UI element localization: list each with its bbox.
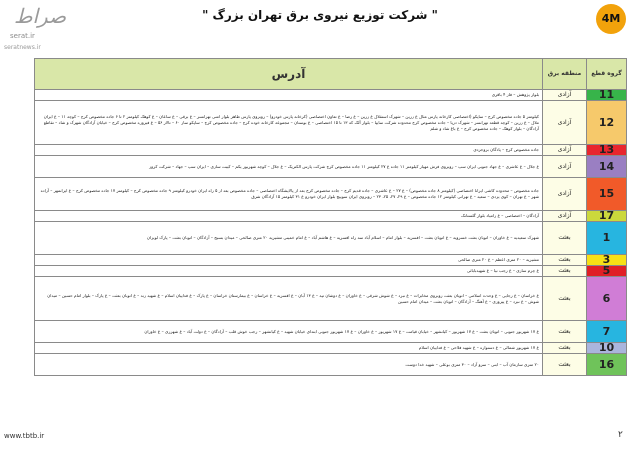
table-row <box>35 178 627 211</box>
outage-schedule-table <box>34 58 627 376</box>
table-row <box>35 145 627 156</box>
address-text: شهرک سعیدیه – ع خاوران – اتوبان بعثت خسرویه – ع اتوبان بعثت – افسریه – بلوار امام – اسلام آباد سه راه افسریه – ع هاشم آباد – ع امام خمینی مشیریه ۲۰ متری صالحی – میدان بسیج – آزادگان – اتوبان بعثت – پارک لویزان <box>35 222 543 255</box>
area-name: آزادی <box>543 90 587 101</box>
table-row <box>35 354 627 376</box>
header-area: منطقه برق <box>543 59 587 90</box>
table-header-row <box>35 59 627 90</box>
area-name: بعثت <box>543 277 587 321</box>
page-title: " شرکت توزیع نیروی برق تهران بزرگ " <box>202 8 438 22</box>
address-text: بلوار پژوهش – فاز ۴ باقری <box>35 90 543 101</box>
header-group: گروه قطع <box>587 59 627 90</box>
group-number: 14 <box>587 156 627 178</box>
footer-url: www.tbtb.ir <box>4 432 45 440</box>
area-name: آزادی <box>543 156 587 178</box>
area-name: بعثت <box>543 321 587 343</box>
address-text: ع جلال – ع عاشری – ع جهاد جنوبی ایران سپ – روبروی فرش مهیار کیلومتر ۱۱ جاده ع ۲۷ کیلومتر ۱۱ جاده مخصوص کرج شرکت پارس الکتریک – ع جلال – کوچه شهریور یکم – کیبت سازی – ایران سپ – جهاد – شرکت کروز <box>35 156 543 178</box>
group-number: 13 <box>587 145 627 156</box>
area-name: بعثت <box>543 222 587 255</box>
table-row <box>35 343 627 354</box>
table-row <box>35 222 627 255</box>
header-address: آدرس <box>35 59 543 90</box>
logo-subtext: serat.ir <box>10 32 35 40</box>
table-row <box>35 277 627 321</box>
address-text: جاده مخصوص کرج – پادگان بروجردی <box>35 145 543 156</box>
group-number: 11 <box>587 90 627 101</box>
area-name: آزادی <box>543 178 587 211</box>
address-text: آزادگان – اختصاصی – ع زامیاد بلوار گلستانک <box>35 211 543 222</box>
area-name: آزادی <box>543 101 587 145</box>
table-body <box>35 90 627 376</box>
group-number: 1 <box>587 222 627 255</box>
group-number: 16 <box>587 354 627 376</box>
group-number: 17 <box>587 211 627 222</box>
page-number: ۲ <box>618 430 623 440</box>
watermark: seratnews.ir <box>4 44 41 51</box>
table-row <box>35 255 627 266</box>
company-logo-icon: 4M <box>596 4 626 34</box>
area-name: آزادی <box>543 145 587 156</box>
area-name: آزادی <box>543 211 587 222</box>
area-name: بعثت <box>543 266 587 277</box>
group-number: 6 <box>587 277 627 321</box>
site-logo <box>8 4 118 44</box>
address-text: ع چرم سازی – ع رجب نیا – ع شهیدبابائی <box>35 266 543 277</box>
group-number: 15 <box>587 178 627 211</box>
table-row <box>35 321 627 343</box>
logo-text: صراط <box>14 4 67 28</box>
page-header <box>0 0 640 44</box>
address-text: کیلومتر ۵ جاده مخصوص کرج – ساپکو (اختصاصی کارخانه پارس مثال ع زرین – شهرک استقلال ع زرین – ع رضا – ع تعاون اختصاصی (کرخانه پارس خودرو) – روبروی پارس طاهر بلوار امنی تهرانسر – ع برقی – ع ساعان – ع کوهک کیلومتر ۲ تا ۶ جاده مخصوص کرج – کوچه ۱۱ – ع ایران ملال – ع زرین – کوچه قطعه تهرانسر – شهرک دریا – جاده مخصوص کرج محدوده شرکت سایپا – بلوار آلک که ۱۳ تا ۱۵ اختصاصی – ع بوستان – مجموعه کارخانه خوده کرج – جاده مخصوص کرج – ساپکو ساز ۶۰ – تالار ۵۶ – ع فیروزه مخصوص کرج – خیابان آزادگان شهرک و شاد – تقاطع آزادگان – بلوار کوهک – جاده مخصوص کرج – ع باغ شاد و شلم <box>35 101 543 145</box>
table-row <box>35 266 627 277</box>
group-number: 7 <box>587 321 627 343</box>
group-number: 10 <box>587 343 627 354</box>
table-row <box>35 101 627 145</box>
address-text: ۲۰ متری سازمان آب – ابنی – سرو آزاد – ۳۰ متری بوعلی – شهید خدا دوست <box>35 354 543 376</box>
address-text: جاده مخصوص – محدوده کاشی ایرانا اختصاصی (کیلومتر ۸ جاده مخصوص) – ع ۲۷ – ع عاشری – جاده قدیم کرج – جاده مخصوص کرج بعد از پالایشگاه اختصاصی – جاده مخصوص بعد از ۵ راه ایران خودرو کیلومتر ۹ جاده مخصوص کرج – کیلومتر ۱۷ جاده مخصوص کرج – ع ایرانمهر – آزاده شهر – ع تهران – کوی یزدی – سعید – ع تهرانی کیلومتر ۱۲ جاده مخصوص – ع ۲۹، ۲۷، ۲۵، ۲۳ – روبروی ایران سوییچ بلوار ایران خودرو ع ۳۱ کیلومتر ۱۵ آزادگان شرق <box>35 178 543 211</box>
area-name: بعثت <box>543 354 587 376</box>
address-text: ع خراسان – ع رجایی – ع وحدت اسلامی – اتوبان بعثت روبروی مخابرات – ع نبرد – ع شوش شرقی – ع خاوران – ع دوشان تپه – ع ۱۳ آبان – ع افسریه – ع خراسان – ع بیمارستان خراسان – ع پارک – ع فداییان اسلام – ع شهید زند – ع اتوبان بعثت – ع پارک – بلوار امام حسین – میدان شوش – ع نبرد – ع پیروزی – ع آهنگ – آزادگان – اتوبان بعثت – میدان امام حسین <box>35 277 543 321</box>
table-row <box>35 211 627 222</box>
group-number: 12 <box>587 101 627 145</box>
address-text: ع ۱۷ شهریور شمالی – ع دستواره – ع شهید فلاحی – ع فداییان اسلام <box>35 343 543 354</box>
area-name: بعثت <box>543 255 587 266</box>
table-row <box>35 156 627 178</box>
address-text: مشیریه – ۲۰ متری اعظم – ع ۲۰ متری صالحی <box>35 255 543 266</box>
group-number: 3 <box>587 255 627 266</box>
group-number: 5 <box>587 266 627 277</box>
area-name: بعثت <box>543 343 587 354</box>
table-row <box>35 90 627 101</box>
address-text: ع ۱۷ شهریور جنوبی – اتوبان بعثت – ع ۱۷ شهریور – کیانشهر – خیابان قیامت – ع ۱۷ شهریور – ع خاوران – ع ۱۷ شهریور جنوبی ابتدای خیابان شهید – ع کیانشهر – رجب خوش قلب – آزادگان – ع دولت آباد – ع شهرری – ع خاوران <box>35 321 543 343</box>
